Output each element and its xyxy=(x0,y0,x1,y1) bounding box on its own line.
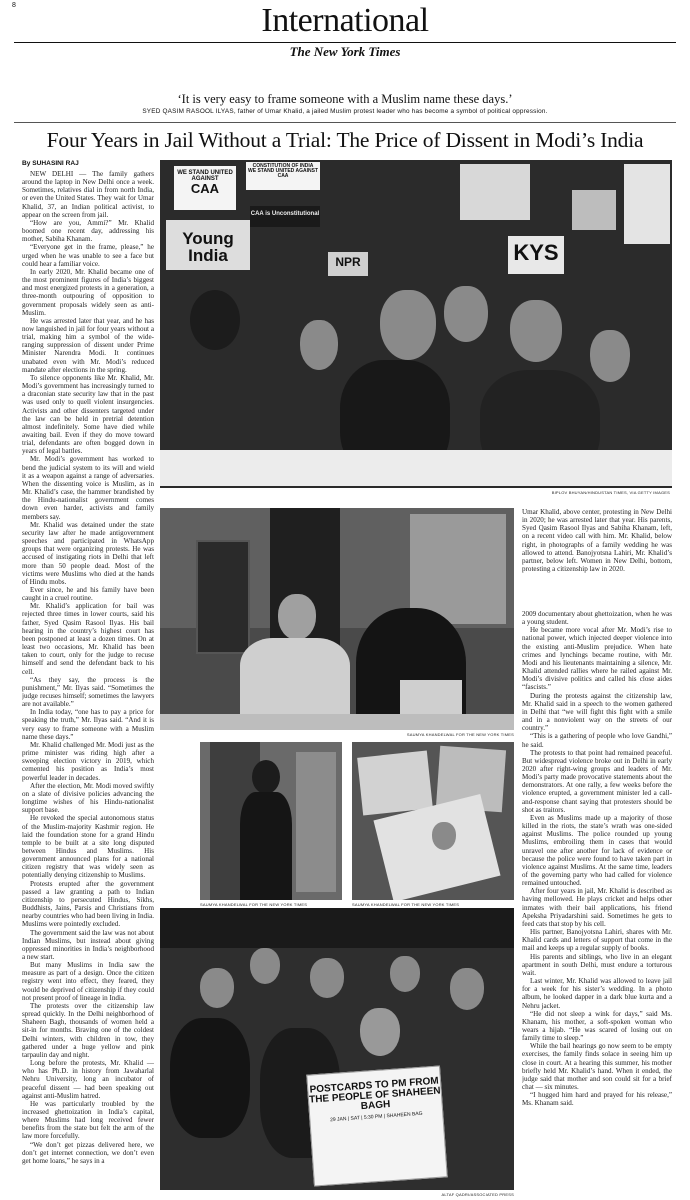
paragraph: His parents and siblings, who live in an elegant apartment in south Delhi, must endure a torturous wait. xyxy=(522,952,672,977)
protest-photo-top xyxy=(160,160,672,488)
paragraph: In early 2020, Mr. Khalid became one of the most prominent figures of India’s biggest and most energized protests in a generation, a three-month outpouring of opposition to government proposals widely seen as anti-Muslim. xyxy=(22,267,154,317)
paragraph: After the election, Mr. Modi moved swiftly on a slate of divisive policies advancing the longtime wishes of his Hindu-nationalist support base. xyxy=(22,781,154,815)
paragraph: “How are you, Ammi?” Mr. Khalid boomed one recent day, addressing his mother, Sabiha Khanam. xyxy=(22,218,154,244)
photo-credit-small-right: SAUMYA KHANDELWAL FOR THE NEW YORK TIMES xyxy=(352,902,460,907)
sign-we-stand: WE STAND UNITED AGAINST CAA xyxy=(174,166,236,210)
paragraph: NEW DELHI — The family gathers around the laptop in New Delhi once a week. Sometimes, relatives dial in from north India, or even the United States. They wait for Umar Khalid, 37, an Indian political activist, to appear on the screen from jail. xyxy=(22,170,154,219)
partner-photo xyxy=(200,742,342,900)
paragraph: “This is a gathering of people who love Gandhi,” he said. xyxy=(522,732,672,749)
paragraph: The protests to that point had remained peaceful. But widespread violence broke out in Delhi in early 2020 after right-wing groups and leaders of Mr. Modi’s party made provocative statements about the demonstrators. At one rally, a few weeks before the violence erupted, a government minister led a call-and-response chant saying that protesters should be shot as traitors. xyxy=(522,748,672,814)
paragraph: To silence opponents like Mr. Khalid, Mr. Modi’s government has increasingly turned to a draconian state security law that in the past was used only to quell violent insurgencies. Activists and other dissenters targeted under the law can be held in pretrial detention almost indefinitely. Some have died while awaiting bail. Even if they do move toward trial, defendants are often bogged down in years of legal battles. xyxy=(22,373,154,456)
paragraph: Long before the protests, Mr. Khalid — who has Ph.D. in history from Jawaharlal Nehru University, long an incubator of peaceful dissent — had been speaking out against anti-Muslim hatred. xyxy=(22,1059,154,1100)
photo-credit-bottom: ALTAF QADRI/ASSOCIATED PRESS xyxy=(441,1192,514,1197)
paragraph: In India today, “one has to pay a price for speaking the truth,” Mr. Ilyas said. “And it is very easy to frame someone with a Muslim name these days.” xyxy=(22,708,154,741)
paragraph: Mr. Khalid’s application for bail was rejected three times in lower courts, said his father, Syed Qasim Rasool Ilyas. His bail hearing in the country’s highest court has been postponed at least a dozen times. On at least two occasions, Mr. Khalid has been taken to court, only for the judge to recuse himself and send the defendant back to his cell. xyxy=(22,602,154,676)
paragraph: 2009 documentary about ghettoization, when he was a young student. xyxy=(522,610,672,627)
paragraph: He was arrested later that year, and he has now languished in jail for four years without a trial, making him a symbol of the wide-ranging suppression of dissent under Prime Minister Narendra Modi. It continues unabated even with Mr. Modi’s reduced mandate after elections in the spring. xyxy=(22,316,154,374)
photo-caption xyxy=(522,508,672,608)
shaheen-bagh-photo xyxy=(160,908,514,1190)
sign-right xyxy=(460,164,530,220)
photo-credit-small-left: SAUMYA KHANDELWAL FOR THE NEW YORK TIMES xyxy=(200,902,308,907)
top-rule xyxy=(14,42,676,43)
paragraph: The protests over the citizenship law spread quickly. In the Delhi neighborhood of Shaheen Bagh, thousands of women held a sit-in for months. Braving one of the coldest Delhi winters, with children in tow, they gathered under a huge yellow and pink tarpaulin day and night. xyxy=(22,1001,154,1059)
pull-quote-attribution: SYED QASIM RASOOL ILYAS, father of Umar Khalid, a jailed Muslim protest leader who has become a symbol of political oppression. xyxy=(142,108,548,115)
paragraph: Last winter, Mr. Khalid was allowed to leave jail for a week for his sister’s wedding. In a photo album, he looked dapper in a dark blue kurta and a Nehru jacket. xyxy=(522,977,672,1010)
sign-npr: NPR xyxy=(328,252,368,276)
paragraph: But many Muslims in India saw the measure as part of a design. Once the citizen registry went into effect, they feared, they would be deprived of citizenship if they could not present proof of lineage in India. xyxy=(22,961,154,1002)
page-number: 8 xyxy=(12,2,16,9)
paragraph: “As they say, the process is the punishment,” Mr. Ilyas said. “Sometimes the judge recuses himself; sometimes the lawyers are not available.” xyxy=(22,675,154,709)
byline: By SUHASINI RAJ xyxy=(22,160,79,167)
sign-unconstitutional: CAA is Unconstitutional xyxy=(250,206,320,227)
sign-portrait xyxy=(624,164,670,244)
photo-credit-top: BIPLOV BHUYAN/HINDUSTAN TIMES, VIA GETTY IMAGES xyxy=(551,490,670,495)
table xyxy=(160,714,514,730)
photo-credit-middle: SAUMYA KHANDELWAL FOR THE NEW YORK TIMES xyxy=(406,732,514,737)
paragraph: Even as Muslims made up a majority of those killed in the riots, the state’s wrath was one-sided against Muslims. The police rounded up young Muslims, embroiling them in cases that would unravel one after another for lack of evidence or because the police were found to have taken part in violence against Muslims. At the same time, leaders of the governing party who had called for violence remained untouched. xyxy=(522,813,672,888)
sign-small xyxy=(572,190,616,230)
sign-constitution: CONSTITUTION OF INDIA WE STAND UNITED AGAINST CAA xyxy=(246,162,320,190)
paragraph: “I hugged him hard and prayed for his release,” Ms. Khanam said. xyxy=(522,1091,672,1108)
parents-photo xyxy=(160,508,514,730)
paragraph: Protests erupted after the government passed a law granting a path to Indian citizenship to persecuted Hindus, Sikhs, Buddhists, Jains, Parsis and Christians from nearby countries who had been living in India. Muslims were pointedly excluded. xyxy=(22,879,154,929)
sign-kys: KYS xyxy=(508,236,564,274)
banner xyxy=(160,450,672,486)
paragraph: Mr. Khalid challenged Mr. Modi just as the prime minister was riding high after a sweeping election victory in 2019, which cemented his position as India’s most powerful leader in decades. xyxy=(22,740,154,782)
headline-rule xyxy=(14,122,676,123)
paragraph: Mr. Modi’s government has worked to bend the judicial system to its will and wield it as a weapon against a range of adversaries. When the dissenting voice is Muslim, as in Mr. Khalid’s case, the hammer brandished by the Hindu-nationalist government comes down even harder, activists and family members say. xyxy=(22,455,154,521)
wedding-photos xyxy=(352,742,514,900)
caption-text: Umar Khalid, above center, protesting in New Delhi in 2020; he was arrested later that year. His parents, Syed Qasim Rasool Ilyas and Sabiha Khanam, left, on a recent video call with him. Mr. Khalid, below right, in photographs of a family wedding he was allowed to attend. Banojyotsna Lahiri, Mr. Khalid’s partner, below left. Women in New Delhi, bottom, protesting a citizenship law in 2020. xyxy=(522,508,672,574)
paragraph: Mr. Khalid was detained under the state security law after he made antigovernment speeches and participated in WhatsApp groups that were organizing protests. He was accused of instigating riots in Delhi that left more than 50 people dead. Most of the victims were Muslims who died at the hands of Hindu mobs. xyxy=(22,520,154,586)
article-column-3 xyxy=(522,610,672,1192)
section-title: International xyxy=(261,2,429,39)
sign-young-india: Young India xyxy=(166,220,250,270)
paragraph: After four years in jail, Mr. Khalid is described as having mellowed. He plays cricket and helps other inmates with their bail applications, his friend Apeksha Priyadarshini said. Sometimes he gets to feed cats that stop by his cell. xyxy=(522,887,672,928)
paragraph: He became more vocal after Mr. Modi’s rise to national power, which injected deeper violence into the existing anti-Muslim prejudice. When hate crimes and lynchings became routine, with Mr. Modi and his lieutenants maintaining a silence, Mr. Khalid attended rallies where he railed against Mr. Modi’s divisive politics and called his close aides “fascists.” xyxy=(522,626,672,692)
paragraph: He was particularly troubled by the increased ghettoization in India’s capital, where Muslims had long received fewer benefits from the state but felt the arm of the law more forcefully. xyxy=(22,1099,154,1141)
postcard-sign: POSTCARDS TO PM FROM THE PEOPLE OF SHAHEEN BAGH 29 JAN | SAT | 5:30 PM | SHAHEEN BAG xyxy=(306,1065,447,1186)
paragraph: “We don’t get pizzas delivered here, we don’t get internet connection, we don’t even get home loans,” he says in a xyxy=(22,1140,154,1165)
paragraph: While the bail hearings go now seem to be empty exercises, the family finds solace in seeing him up close in court. At a hearing this summer, his mother briefly held Mr. Khalid’s hand. When it ended, the judge said that mother and son could sit for a brief chat — six minutes. xyxy=(522,1042,672,1092)
window xyxy=(410,514,506,624)
paragraph: The government said the law was not about Indian Muslims, but instead about giving oppressed minorities in India’s neighborhood a new start. xyxy=(22,928,154,961)
article-column-1 xyxy=(22,170,154,1190)
paragraph: He revoked the special autonomous status of the Muslim-majority Kashmir region. He laid the foundation stone for a grand Hindu temple to be built at a site long disputed between Hindus and Muslims. His government announced plans for a national citizen registry that was widely seen as potentially denying citizenship to Muslims. xyxy=(22,814,154,880)
paragraph: During the protests against the citizenship law, Mr. Khalid said in a speech to the women gathered in Delhi that “we will fight this fight with a smile and in a nonviolent way on the streets of our country.” xyxy=(522,691,672,733)
paragraph: Ever since, he and his family have been caught in a cruel routine. xyxy=(22,585,154,603)
masthead-logo: The New York Times xyxy=(289,44,401,59)
paragraph: “Everyone get in the frame, please,” he urged when he was unable to see a face but could hear a familiar voice. xyxy=(22,243,154,268)
pull-quote: ‘It is very easy to frame someone with a Muslim name these days.’ xyxy=(177,92,513,106)
bookshelf xyxy=(196,540,250,654)
headline: Four Years in Jail Without a Trial: The Price of Dissent in Modi’s India xyxy=(46,128,644,152)
paragraph: His partner, Banojyotsna Lahiri, shares with Mr. Khalid cards and letters of support that come in the mail and keeps up a regular supply of books. xyxy=(522,928,672,953)
paragraph: “He did not sleep a wink for days,” said Ms. Khanam, his mother, a soft-spoken woman who wears a hijab. “He was scared of losing out on family time to sleep.” xyxy=(522,1009,672,1043)
